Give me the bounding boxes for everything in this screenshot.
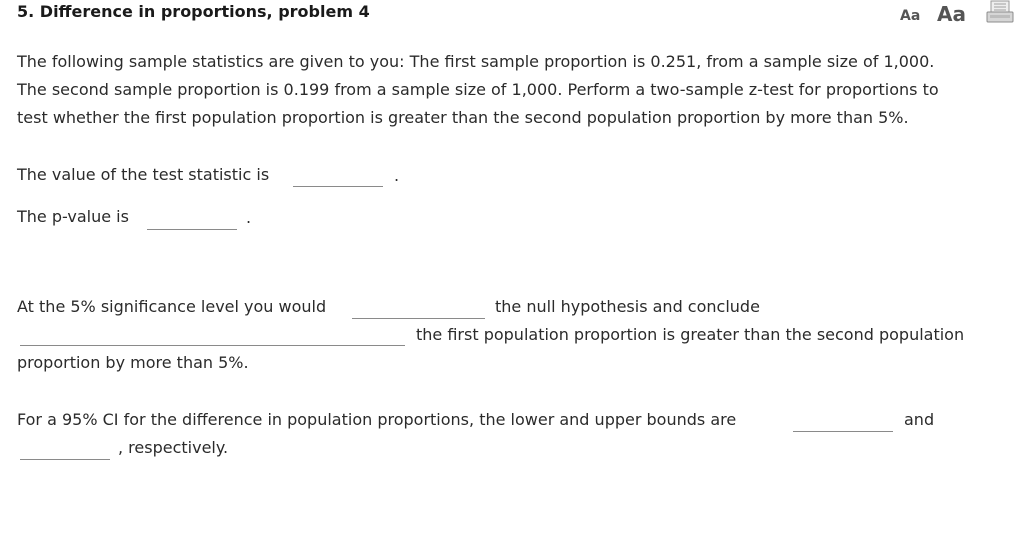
p-value-label: The p-value is xyxy=(17,207,129,226)
ci-lower-input[interactable] xyxy=(793,431,893,432)
ci-and-text: and xyxy=(904,410,935,429)
conclusion-text-1: the first population proportion is greater than the second population xyxy=(416,325,965,344)
test-statistic-period: . xyxy=(394,166,400,185)
ci-upper-input[interactable] xyxy=(20,459,110,460)
question-title: 5. Difference in proportions, problem 4 xyxy=(17,2,370,21)
conclusion-dropdown[interactable] xyxy=(20,345,405,346)
ci-suffix: , respectively. xyxy=(118,438,229,457)
print-icon[interactable] xyxy=(986,0,1014,24)
conclusion-text-2: proportion by more than 5%. xyxy=(17,353,249,372)
test-statistic-input[interactable] xyxy=(293,186,383,187)
decision-dropdown[interactable] xyxy=(352,318,485,319)
decision-continuation: the null hypothesis and conclude xyxy=(495,297,760,316)
p-value-input[interactable] xyxy=(147,229,237,230)
font-size-small-button[interactable]: Aa xyxy=(900,8,921,24)
p-value-period: . xyxy=(246,208,252,227)
intro-line-2: The second sample proportion is 0.199 from a sample size of 1,000. Perform a two-sample z-test for proportions to xyxy=(17,80,939,99)
font-size-large-button[interactable]: Aa xyxy=(937,2,966,26)
decision-label: At the 5% significance level you would xyxy=(17,297,327,316)
ci-label: For a 95% CI for the difference in population proportions, the lower and upper bounds are xyxy=(17,410,737,429)
intro-line-3: test whether the first population proportion is greater than the second population proportion by more than 5%. xyxy=(17,108,909,127)
test-statistic-label: The value of the test statistic is xyxy=(17,165,270,184)
intro-line-1: The following sample statistics are given to you: The first sample proportion is 0.251, from a sample size of 1,000. xyxy=(17,52,935,71)
